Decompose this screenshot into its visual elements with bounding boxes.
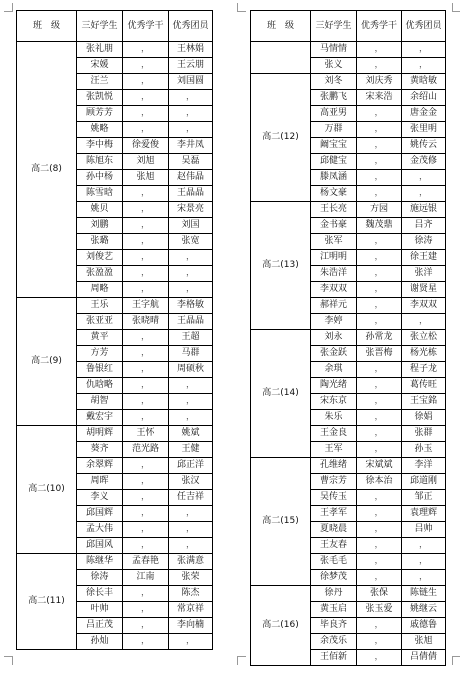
excellent-member-cell: ，	[402, 554, 446, 570]
excellent-cadre-cell: ，	[357, 378, 402, 394]
merit-student-cell: 杨文豪	[311, 186, 357, 202]
merit-student-cell: 徐丹	[311, 586, 357, 602]
merit-student-cell: 方芳	[77, 346, 123, 362]
crop-mark	[4, 656, 13, 665]
excellent-member-cell: 邹正	[402, 490, 446, 506]
excellent-member-cell: 李双双	[402, 298, 446, 314]
excellent-cadre-cell: 王字航	[123, 298, 169, 314]
excellent-member-cell: 徐娟	[402, 410, 446, 426]
merit-student-cell: 江明明	[311, 250, 357, 266]
merit-student-cell: 邱健宝	[311, 154, 357, 170]
excellent-member-cell: 王晶晶	[169, 186, 213, 202]
table-body-left	[17, 42, 213, 650]
excellent-member-cell: 刘国圆	[169, 74, 213, 90]
excellent-cadre-cell: ，	[123, 74, 169, 90]
header-merit-student: 三好学生	[77, 11, 123, 42]
excellent-cadre-cell: ，	[357, 154, 402, 170]
excellent-member-cell: 金茂修	[402, 154, 446, 170]
merit-student-cell: 葵齐	[77, 442, 123, 458]
excellent-cadre-cell: 江南	[123, 570, 169, 586]
merit-student-cell: 李婷	[311, 314, 357, 330]
excellent-member-cell: ，	[169, 538, 213, 554]
merit-student-cell: 王军	[311, 442, 357, 458]
excellent-member-cell: ，	[402, 42, 446, 58]
header-row	[17, 11, 213, 42]
table-row	[251, 330, 446, 346]
table-row	[251, 74, 446, 90]
excellent-cadre-cell: ，	[123, 122, 169, 138]
excellent-cadre-cell: ，	[123, 282, 169, 298]
header-class: 班 级	[17, 11, 77, 42]
excellent-member-cell: 赵伟晶	[169, 170, 213, 186]
merit-student-cell: 周略	[77, 282, 123, 298]
merit-student-cell: 毕良齐	[311, 618, 357, 634]
excellent-cadre-cell: 张晓晴	[123, 314, 169, 330]
excellent-cadre-cell: ，	[357, 410, 402, 426]
merit-student-cell: 徐涛	[77, 570, 123, 586]
merit-student-cell: 阚宝宝	[311, 138, 357, 154]
excellent-cadre-cell: ，	[357, 138, 402, 154]
excellent-member-cell: 姚传云	[402, 138, 446, 154]
class-name-cell: 高二(12)	[251, 74, 311, 202]
excellent-cadre-cell: ，	[123, 250, 169, 266]
excellent-cadre-cell: ，	[123, 58, 169, 74]
header-row	[251, 11, 446, 42]
excellent-cadre-cell: 范光路	[123, 442, 169, 458]
merit-student-cell: 金书豪	[311, 218, 357, 234]
excellent-cadre-cell: ，	[357, 490, 402, 506]
excellent-member-cell: 吕齐	[402, 218, 446, 234]
excellent-cadre-cell: 张玉爱	[357, 602, 402, 618]
excellent-member-cell: ，	[402, 314, 446, 330]
excellent-member-cell: ，	[169, 378, 213, 394]
excellent-cadre-cell: ，	[123, 266, 169, 282]
excellent-member-cell: 王健	[169, 442, 213, 458]
merit-student-cell: 陈雪晗	[77, 186, 123, 202]
excellent-member-cell: 张宽	[169, 234, 213, 250]
excellent-cadre-cell: ，	[123, 330, 169, 346]
merit-student-cell: 张义	[311, 58, 357, 74]
excellent-member-cell: 吕倩倩	[402, 650, 446, 666]
table-row	[17, 298, 213, 314]
excellent-member-cell: ，	[169, 394, 213, 410]
merit-student-cell: 陈旭东	[77, 154, 123, 170]
merit-student-cell: 邱国风	[77, 538, 123, 554]
excellent-cadre-cell: ，	[357, 426, 402, 442]
excellent-member-cell: ，	[402, 58, 446, 74]
class-name-cell: 高二(15)	[251, 458, 311, 586]
excellent-member-cell: ，	[169, 90, 213, 106]
merit-student-cell: 滕凤涵	[311, 170, 357, 186]
table-row	[251, 202, 446, 218]
excellent-member-cell: ，	[169, 506, 213, 522]
merit-student-cell: 张璐	[77, 234, 123, 250]
excellent-member-cell: 王宝銘	[402, 394, 446, 410]
excellent-member-cell: 吕帅	[402, 522, 446, 538]
excellent-cadre-cell: ，	[123, 586, 169, 602]
class-name-cell: 高二(9)	[17, 298, 77, 426]
merit-student-cell: 汪兰	[77, 74, 123, 90]
excellent-cadre-cell: ，	[357, 170, 402, 186]
excellent-member-cell: 张群	[402, 426, 446, 442]
excellent-cadre-cell: 宋来浩	[357, 90, 402, 106]
merit-student-cell: 余琪	[311, 362, 357, 378]
excellent-cadre-cell: ，	[123, 474, 169, 490]
excellent-member-cell: 邱道刚	[402, 474, 446, 490]
excellent-cadre-cell: ，	[123, 522, 169, 538]
merit-student-cell: 宋媛	[77, 58, 123, 74]
merit-student-cell: 孟大伟	[77, 522, 123, 538]
excellent-member-cell: 常京祥	[169, 602, 213, 618]
merit-student-cell: 王乐	[77, 298, 123, 314]
merit-student-cell: 戴宏宇	[77, 410, 123, 426]
merit-student-cell: 张礼朋	[77, 42, 123, 58]
excellent-cadre-cell: ，	[123, 394, 169, 410]
merit-student-cell: 张凯悦	[77, 90, 123, 106]
merit-student-cell: 刘俊艺	[77, 250, 123, 266]
excellent-member-cell: 李格敏	[169, 298, 213, 314]
merit-student-cell: 王佰新	[311, 650, 357, 666]
merit-student-cell: 余翠辉	[77, 458, 123, 474]
merit-student-cell: 顾芳芳	[77, 106, 123, 122]
excellent-member-cell: 周硕秋	[169, 362, 213, 378]
excellent-member-cell: ，	[402, 186, 446, 202]
excellent-cadre-cell: ，	[123, 490, 169, 506]
merit-student-cell: 黄玉启	[311, 602, 357, 618]
excellent-member-cell: 张立松	[402, 330, 446, 346]
header-merit-student: 三好学生	[311, 11, 357, 42]
excellent-member-cell: 张旭	[402, 634, 446, 650]
excellent-cadre-cell: 徐爱俊	[123, 138, 169, 154]
excellent-member-cell: ，	[169, 522, 213, 538]
merit-student-cell: 姚略	[77, 122, 123, 138]
excellent-member-cell: 王林娟	[169, 42, 213, 58]
excellent-cadre-cell: ，	[357, 298, 402, 314]
excellent-cadre-cell: 徐本治	[357, 474, 402, 490]
excellent-member-cell: 马群	[169, 346, 213, 362]
excellent-cadre-cell: ，	[357, 282, 402, 298]
class-name-cell: 高二(11)	[17, 554, 77, 650]
excellent-member-cell: 杨光栋	[402, 346, 446, 362]
excellent-cadre-cell: ，	[123, 458, 169, 474]
excellent-cadre-cell: ，	[357, 186, 402, 202]
merit-student-cell: 刘冬	[311, 74, 357, 90]
merit-student-cell: 夏晓晨	[311, 522, 357, 538]
excellent-member-cell: 李井凤	[169, 138, 213, 154]
excellent-member-cell: 张洋	[402, 266, 446, 282]
excellent-member-cell: 张荣	[169, 570, 213, 586]
table-row	[17, 554, 213, 570]
excellent-cadre-cell: ，	[123, 618, 169, 634]
excellent-cadre-cell: ，	[357, 522, 402, 538]
merit-student-cell: 曹宗芳	[311, 474, 357, 490]
merit-student-cell: 胡明辉	[77, 426, 123, 442]
crop-mark	[237, 656, 246, 665]
merit-student-cell: 万群	[311, 122, 357, 138]
excellent-cadre-cell: ，	[357, 250, 402, 266]
merit-student-cell: 李中梅	[77, 138, 123, 154]
excellent-member-cell: 张满意	[169, 554, 213, 570]
excellent-member-cell: 李向楠	[169, 618, 213, 634]
table-row	[251, 458, 446, 474]
merit-student-cell: 仇晗略	[77, 378, 123, 394]
excellent-member-cell: ，	[169, 106, 213, 122]
excellent-cadre-cell: ，	[357, 394, 402, 410]
merit-student-cell: 刘永	[311, 330, 357, 346]
excellent-cadre-cell: ，	[123, 42, 169, 58]
excellent-member-cell: ，	[169, 410, 213, 426]
excellent-member-cell: 吴磊	[169, 154, 213, 170]
excellent-member-cell: 施远银	[402, 202, 446, 218]
excellent-cadre-cell: ，	[123, 202, 169, 218]
excellent-member-cell: 姚斌	[169, 426, 213, 442]
excellent-cadre-cell: ，	[357, 570, 402, 586]
table-body-right	[251, 42, 446, 666]
excellent-cadre-cell: 魏茂鼎	[357, 218, 402, 234]
honor-table-right	[250, 10, 446, 666]
merit-student-cell: 王孝军	[311, 506, 357, 522]
excellent-member-cell: 刘国	[169, 218, 213, 234]
merit-student-cell: 高亚男	[311, 106, 357, 122]
merit-student-cell: 吴传玉	[311, 490, 357, 506]
excellent-member-cell: 戚德鲁	[402, 618, 446, 634]
excellent-member-cell: ，	[402, 570, 446, 586]
merit-student-cell: 张军	[311, 234, 357, 250]
excellent-cadre-cell: ，	[123, 218, 169, 234]
class-name-cell: 高二(14)	[251, 330, 311, 458]
merit-student-cell: 郝祥元	[311, 298, 357, 314]
excellent-cadre-cell: ，	[123, 602, 169, 618]
merit-student-cell: 余茂乐	[311, 634, 357, 650]
excellent-member-cell: 陈杰	[169, 586, 213, 602]
excellent-cadre-cell: ，	[357, 442, 402, 458]
crop-mark	[452, 656, 460, 665]
merit-student-cell: 李义	[77, 490, 123, 506]
merit-student-cell: 张鹏飞	[311, 90, 357, 106]
excellent-member-cell: ，	[169, 250, 213, 266]
excellent-cadre-cell: ，	[123, 234, 169, 250]
table-row	[17, 42, 213, 58]
excellent-cadre-cell: 王怀	[123, 426, 169, 442]
merit-student-cell: 孙灿	[77, 634, 123, 650]
excellent-cadre-cell: ，	[123, 410, 169, 426]
merit-student-cell: 刘鹏	[77, 218, 123, 234]
excellent-cadre-cell: ，	[123, 186, 169, 202]
merit-student-cell: 马情情	[311, 42, 357, 58]
excellent-cadre-cell: ，	[123, 634, 169, 650]
class-name-cell: 高二(16)	[251, 586, 311, 666]
merit-student-cell: 王长亮	[311, 202, 357, 218]
excellent-cadre-cell: 张旭	[123, 170, 169, 186]
header-excellent-cadre: 优秀学干	[357, 11, 402, 42]
class-name-cell: 高二(13)	[251, 202, 311, 330]
excellent-member-cell: 张汉	[169, 474, 213, 490]
merit-student-cell: 叶帅	[77, 602, 123, 618]
excellent-cadre-cell: ，	[357, 650, 402, 666]
merit-student-cell: 张盈盈	[77, 266, 123, 282]
merit-student-cell: 陶光绪	[311, 378, 357, 394]
excellent-cadre-cell: ，	[357, 106, 402, 122]
merit-student-cell: 王友春	[311, 538, 357, 554]
excellent-cadre-cell: 孙常龙	[357, 330, 402, 346]
excellent-cadre-cell: ，	[123, 378, 169, 394]
header-class: 班 级	[251, 11, 311, 42]
excellent-cadre-cell: 刘庆秀	[357, 74, 402, 90]
class-name-cell	[251, 42, 311, 74]
excellent-cadre-cell: ，	[123, 362, 169, 378]
merit-student-cell: 宋东京	[311, 394, 357, 410]
crop-mark	[237, 3, 246, 12]
excellent-cadre-cell: ，	[357, 538, 402, 554]
excellent-cadre-cell: 张保	[357, 586, 402, 602]
table-row	[251, 42, 446, 58]
merit-student-cell: 周晖	[77, 474, 123, 490]
merit-student-cell: 李双双	[311, 282, 357, 298]
merit-student-cell: 姚贝	[77, 202, 123, 218]
excellent-member-cell: 王晶晶	[169, 314, 213, 330]
excellent-member-cell: 徐王建	[402, 250, 446, 266]
excellent-cadre-cell: ，	[357, 554, 402, 570]
crop-mark	[4, 3, 13, 12]
excellent-cadre-cell: ，	[357, 58, 402, 74]
excellent-cadre-cell: 宋斌斌	[357, 458, 402, 474]
excellent-member-cell: 余绍山	[402, 90, 446, 106]
header-excellent-member: 优秀团员	[402, 11, 446, 42]
merit-student-cell: 鲁银红	[77, 362, 123, 378]
excellent-cadre-cell: 方园	[357, 202, 402, 218]
excellent-member-cell: ，	[169, 122, 213, 138]
merit-student-cell: 朱乐	[311, 410, 357, 426]
excellent-member-cell: ，	[402, 170, 446, 186]
merit-student-cell: 张毛毛	[311, 554, 357, 570]
excellent-cadre-cell: ，	[123, 538, 169, 554]
table-row	[251, 586, 446, 602]
excellent-member-cell: ，	[169, 266, 213, 282]
merit-student-cell: 吕正茂	[77, 618, 123, 634]
excellent-member-cell: 宋景亮	[169, 202, 213, 218]
excellent-member-cell: 任吉祥	[169, 490, 213, 506]
excellent-member-cell: 陈链生	[402, 586, 446, 602]
merit-student-cell: 陈继华	[77, 554, 123, 570]
excellent-cadre-cell: 张晋梅	[357, 346, 402, 362]
excellent-cadre-cell: ，	[357, 362, 402, 378]
excellent-member-cell: 王云朋	[169, 58, 213, 74]
excellent-cadre-cell: ，	[123, 506, 169, 522]
crop-mark	[452, 3, 460, 12]
class-name-cell: 高二(10)	[17, 426, 77, 554]
merit-student-cell: 黄平	[77, 330, 123, 346]
merit-student-cell: 张金跃	[311, 346, 357, 362]
excellent-cadre-cell: 孟春艳	[123, 554, 169, 570]
merit-student-cell: 张亚亚	[77, 314, 123, 330]
merit-student-cell: 孙中杨	[77, 170, 123, 186]
excellent-member-cell: ，	[169, 634, 213, 650]
excellent-cadre-cell: ，	[123, 106, 169, 122]
excellent-cadre-cell: ，	[357, 506, 402, 522]
excellent-member-cell: 葛传旺	[402, 378, 446, 394]
merit-student-cell: 邱国辉	[77, 506, 123, 522]
excellent-member-cell: 邱正洋	[169, 458, 213, 474]
excellent-member-cell: 姚继云	[402, 602, 446, 618]
excellent-member-cell: ，	[169, 282, 213, 298]
excellent-member-cell: 李洋	[402, 458, 446, 474]
excellent-member-cell: 袁理辉	[402, 506, 446, 522]
excellent-member-cell: 王超	[169, 330, 213, 346]
merit-student-cell: 胡智	[77, 394, 123, 410]
table-row	[17, 426, 213, 442]
header-excellent-cadre: 优秀学干	[123, 11, 169, 42]
excellent-cadre-cell: ，	[357, 42, 402, 58]
excellent-member-cell: 唐金金	[402, 106, 446, 122]
excellent-member-cell: ，	[402, 538, 446, 554]
excellent-member-cell: 徐涛	[402, 234, 446, 250]
excellent-cadre-cell: ，	[123, 346, 169, 362]
excellent-cadre-cell: ，	[357, 234, 402, 250]
excellent-cadre-cell: ，	[123, 90, 169, 106]
excellent-member-cell: 黄晗敏	[402, 74, 446, 90]
header-excellent-member: 优秀团员	[169, 11, 213, 42]
excellent-cadre-cell: 刘旭	[123, 154, 169, 170]
merit-student-cell: 王金良	[311, 426, 357, 442]
excellent-cadre-cell: ，	[357, 266, 402, 282]
merit-student-cell: 朱浩洋	[311, 266, 357, 282]
excellent-cadre-cell: ，	[357, 122, 402, 138]
merit-student-cell: 徐长丰	[77, 586, 123, 602]
excellent-member-cell: 程子龙	[402, 362, 446, 378]
excellent-cadre-cell: ，	[357, 618, 402, 634]
merit-student-cell: 孔维绪	[311, 458, 357, 474]
excellent-cadre-cell: ，	[357, 314, 402, 330]
excellent-member-cell: 孙玉	[402, 442, 446, 458]
class-name-cell: 高二(8)	[17, 42, 77, 298]
excellent-member-cell: 谢贤星	[402, 282, 446, 298]
honor-table-left	[16, 10, 213, 650]
excellent-member-cell: 张里明	[402, 122, 446, 138]
merit-student-cell: 徐梦茂	[311, 570, 357, 586]
excellent-cadre-cell: ，	[357, 634, 402, 650]
